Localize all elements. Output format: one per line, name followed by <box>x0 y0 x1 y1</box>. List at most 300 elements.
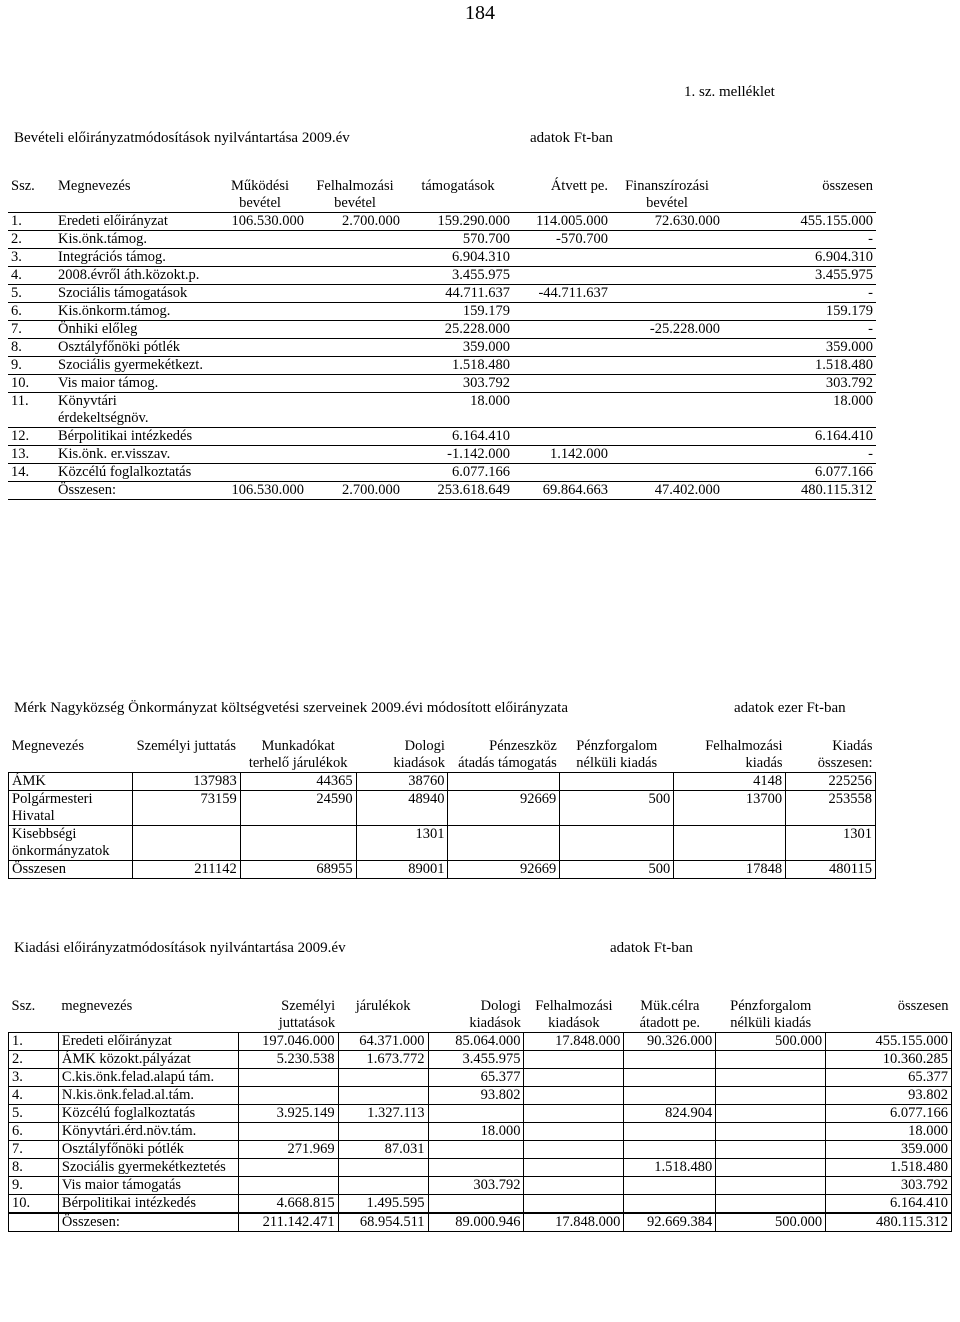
table-cell: 18.000 <box>403 393 513 428</box>
table-cell: 303.792 <box>723 375 876 393</box>
table-cell: 14. <box>8 464 55 482</box>
table-cell: 211142 <box>132 861 240 879</box>
table-cell <box>338 1177 428 1195</box>
table-cell <box>716 1105 826 1123</box>
table-cell <box>213 285 307 303</box>
table-cell: 18.000 <box>723 393 876 428</box>
table-cell <box>238 1087 338 1105</box>
table-cell: Kis.önkorm.támog. <box>55 303 213 321</box>
table-cell <box>213 303 307 321</box>
expenditure-table <box>8 998 952 1232</box>
table-cell: 7. <box>9 1141 59 1159</box>
table-cell <box>624 1087 716 1105</box>
table-cell: 72.630.000 <box>611 213 723 231</box>
table-cell: 2.700.000 <box>307 213 403 231</box>
table-cell <box>560 773 674 791</box>
table-row <box>8 213 876 231</box>
table-cell <box>428 1159 524 1177</box>
table-cell: 1301 <box>356 826 448 861</box>
table-cell <box>307 357 403 375</box>
table-cell: 90.326.000 <box>624 1033 716 1051</box>
table-cell: 3.455.975 <box>723 267 876 285</box>
table-cell: 1.518.480 <box>826 1159 952 1177</box>
table-cell: 68.954.511 <box>338 1214 428 1232</box>
page-number: 184 <box>465 2 495 24</box>
table-cell: 17.848.000 <box>524 1033 624 1051</box>
table-cell <box>611 303 723 321</box>
table-cell: 1.518.480 <box>403 357 513 375</box>
table-cell: -25.228.000 <box>611 321 723 339</box>
table-cell <box>213 357 307 375</box>
table-cell: 48940 <box>356 791 448 826</box>
table-cell: 1.142.000 <box>513 446 611 464</box>
table-cell <box>624 1195 716 1213</box>
column-header: Megnevezés <box>55 178 213 213</box>
table-cell <box>307 321 403 339</box>
table-cell: 303.792 <box>826 1177 952 1195</box>
table-cell <box>611 285 723 303</box>
table-cell: 65.377 <box>428 1069 524 1087</box>
table-cell: 359.000 <box>723 339 876 357</box>
section1-title: Bevételi előirányzatmódosítások nyilvántartása 2009.év <box>14 130 350 146</box>
table-row <box>8 393 876 428</box>
table-cell <box>524 1105 624 1123</box>
table-cell: 89.000.946 <box>428 1214 524 1232</box>
column-header: összesen <box>826 998 952 1033</box>
table-cell: 2. <box>9 1051 59 1069</box>
table-cell: 455.155.000 <box>826 1033 952 1051</box>
table-cell <box>513 375 611 393</box>
column-header: Pénzforgalom nélküli kiadás <box>560 738 674 773</box>
column-header: járulékok <box>338 998 428 1033</box>
table-cell: 159.179 <box>723 303 876 321</box>
table-cell: 2.700.000 <box>307 482 403 500</box>
table-cell <box>624 1123 716 1141</box>
table-cell: 6. <box>8 303 55 321</box>
section2-unit: adatok ezer Ft-ban <box>734 700 846 716</box>
table-cell <box>624 1069 716 1087</box>
table-cell: 92669 <box>448 861 560 879</box>
table-cell: 500.000 <box>716 1033 826 1051</box>
table-row <box>8 482 876 500</box>
table-row <box>9 791 876 826</box>
table-cell: 253.618.649 <box>403 482 513 500</box>
table-cell <box>513 303 611 321</box>
table-cell: 5.230.538 <box>238 1051 338 1069</box>
table-cell: 4148 <box>674 773 786 791</box>
table-row <box>8 428 876 446</box>
table-cell: Könyvtári érdekeltségnöv. <box>55 393 213 428</box>
table-cell: Összesen: <box>58 1214 238 1232</box>
table-cell: 10. <box>9 1195 59 1213</box>
table-cell: 47.402.000 <box>611 482 723 500</box>
column-header: Kiadás összesen: <box>786 738 876 773</box>
table-cell: 4. <box>9 1087 59 1105</box>
column-header: Személyi juttatás <box>132 738 240 773</box>
table-cell: 359.000 <box>403 339 513 357</box>
column-header: Mük.célra átadott pe. <box>624 998 716 1033</box>
table-cell: 68955 <box>240 861 356 879</box>
table-cell: 225256 <box>786 773 876 791</box>
table-cell: 9. <box>8 357 55 375</box>
table-cell: 6.904.310 <box>403 249 513 267</box>
table-cell: Kisebbségi önkormányzatok <box>9 826 133 861</box>
table-cell: 9. <box>9 1177 59 1195</box>
table-cell: 1301 <box>786 826 876 861</box>
table-cell <box>611 249 723 267</box>
table-cell <box>307 303 403 321</box>
table-cell: 73159 <box>132 791 240 826</box>
table-cell <box>307 375 403 393</box>
column-header: Felhalmozási kiadás <box>674 738 786 773</box>
table-cell: 480115 <box>786 861 876 879</box>
table-cell <box>524 1051 624 1069</box>
table-row <box>9 826 876 861</box>
table-cell <box>716 1087 826 1105</box>
table-cell: 4. <box>8 267 55 285</box>
table-cell <box>213 321 307 339</box>
table-cell: 6.077.166 <box>723 464 876 482</box>
table-row <box>8 339 876 357</box>
table-cell: -570.700 <box>513 231 611 249</box>
table-cell <box>338 1123 428 1141</box>
table-cell: 137983 <box>132 773 240 791</box>
table-cell <box>307 393 403 428</box>
table-cell: 500 <box>560 861 674 879</box>
table-cell: 93.802 <box>826 1087 952 1105</box>
table-row <box>9 773 876 791</box>
column-header: Felhalmozási bevétel <box>307 178 403 213</box>
column-header: Finanszírozási bevétel <box>611 178 723 213</box>
table-cell: 3. <box>8 249 55 267</box>
table-cell <box>513 321 611 339</box>
table-cell: 13. <box>8 446 55 464</box>
table-cell <box>213 339 307 357</box>
table-cell: 3.455.975 <box>428 1051 524 1069</box>
section2-title: Mérk Nagyközség Önkormányzat költségvetési szerveinek 2009.évi módosított előirányzata <box>14 700 569 716</box>
table-cell: -1.142.000 <box>403 446 513 464</box>
column-header: Személyi juttatások <box>238 998 338 1033</box>
table-cell: 7. <box>8 321 55 339</box>
table-cell: 38760 <box>356 773 448 791</box>
table-cell <box>213 249 307 267</box>
column-header: Felhalmozási kiadások <box>524 998 624 1033</box>
table-header-row <box>8 178 876 213</box>
column-header: megnevezés <box>58 998 238 1033</box>
table-cell <box>611 446 723 464</box>
table-cell: 25.228.000 <box>403 321 513 339</box>
table-cell: 455.155.000 <box>723 213 876 231</box>
section1-unit: adatok Ft-ban <box>530 130 613 146</box>
table-cell <box>611 357 723 375</box>
table-cell: - <box>723 231 876 249</box>
table-row <box>9 1105 952 1123</box>
table-row <box>9 1033 952 1051</box>
table-header-row <box>9 998 952 1033</box>
table-cell: 159.179 <box>403 303 513 321</box>
table-cell: - <box>723 285 876 303</box>
table-cell: 44365 <box>240 773 356 791</box>
table-cell <box>513 393 611 428</box>
table-cell <box>513 428 611 446</box>
table-cell: Összesen: <box>55 482 213 500</box>
table-row <box>9 1214 952 1232</box>
table-cell: 24590 <box>240 791 356 826</box>
table-cell: 480.115.312 <box>723 482 876 500</box>
table-cell: 1.327.113 <box>338 1105 428 1123</box>
column-header: Pénzeszköz átadás támogatás <box>448 738 560 773</box>
table-cell <box>213 393 307 428</box>
table-cell: Osztályfőnöki pótlék <box>55 339 213 357</box>
table-cell <box>213 375 307 393</box>
table-cell: 106.530.000 <box>213 213 307 231</box>
table-cell: 93.802 <box>428 1087 524 1105</box>
table-header-row <box>9 738 876 773</box>
table-cell <box>307 339 403 357</box>
table-cell: Önhiki előleg <box>55 321 213 339</box>
table-cell: Vis maior támog. <box>55 375 213 393</box>
table-cell <box>307 428 403 446</box>
table-cell: 6.077.166 <box>826 1105 952 1123</box>
table-cell: 5. <box>9 1105 59 1123</box>
table-cell <box>611 231 723 249</box>
table-cell: 4.668.815 <box>238 1195 338 1213</box>
table-cell <box>9 1214 59 1232</box>
table-cell: 5. <box>8 285 55 303</box>
table-cell: 500 <box>560 791 674 826</box>
table-cell: ÁMK <box>9 773 133 791</box>
table-row <box>8 249 876 267</box>
table-cell: 12. <box>8 428 55 446</box>
table-cell <box>611 267 723 285</box>
table-cell <box>338 1159 428 1177</box>
table-cell: 570.700 <box>403 231 513 249</box>
table-cell: 13700 <box>674 791 786 826</box>
table-cell: 18.000 <box>826 1123 952 1141</box>
table-cell: 1. <box>9 1033 59 1051</box>
table-cell: - <box>723 321 876 339</box>
table-cell: Osztályfőnöki pótlék <box>58 1141 238 1159</box>
table-cell: 44.711.637 <box>403 285 513 303</box>
column-header: Munkadókat terhelő járulékok <box>240 738 356 773</box>
table-cell <box>238 1123 338 1141</box>
table-cell: 3. <box>9 1069 59 1087</box>
table-row <box>8 321 876 339</box>
table-row <box>9 1177 952 1195</box>
table-cell: 6.904.310 <box>723 249 876 267</box>
table-row <box>8 231 876 249</box>
table-cell <box>524 1123 624 1141</box>
annex-label: 1. sz. melléklet <box>684 84 775 100</box>
table-row <box>9 1069 952 1087</box>
table-cell <box>674 826 786 861</box>
section3-title: Kiadási előirányzatmódosítások nyilvántartása 2009.év <box>14 940 346 956</box>
table-cell: Szociális támogatások <box>55 285 213 303</box>
table-cell: 1.518.480 <box>624 1159 716 1177</box>
table-cell <box>428 1195 524 1213</box>
table-cell <box>524 1195 624 1213</box>
table-cell: 1.495.595 <box>338 1195 428 1213</box>
column-header: támogatások <box>403 178 513 213</box>
table-cell <box>448 826 560 861</box>
table-cell <box>338 1069 428 1087</box>
table-cell: Bérpolitikai intézkedés <box>55 428 213 446</box>
table-cell <box>213 267 307 285</box>
table-row <box>8 446 876 464</box>
table-cell <box>624 1141 716 1159</box>
table-cell: 3.455.975 <box>403 267 513 285</box>
table-cell <box>716 1141 826 1159</box>
table-cell: 106.530.000 <box>213 482 307 500</box>
table-cell <box>624 1177 716 1195</box>
table-cell <box>524 1069 624 1087</box>
section3-unit: adatok Ft-ban <box>610 940 693 956</box>
table-cell <box>716 1051 826 1069</box>
table-row <box>9 1123 952 1141</box>
table-cell <box>560 826 674 861</box>
table-cell: Összesen <box>9 861 133 879</box>
table-cell: Kis.önk. er.visszav. <box>55 446 213 464</box>
table-cell: 824.904 <box>624 1105 716 1123</box>
table-cell: 114.005.000 <box>513 213 611 231</box>
table-row <box>8 303 876 321</box>
column-header: Ssz. <box>8 178 55 213</box>
table-cell <box>513 249 611 267</box>
table-cell: 11. <box>8 393 55 428</box>
table-cell: 303.792 <box>403 375 513 393</box>
table-cell <box>716 1195 826 1213</box>
table-cell: 87.031 <box>338 1141 428 1159</box>
table-cell <box>428 1141 524 1159</box>
column-header: Ssz. <box>9 998 59 1033</box>
table-cell: 197.046.000 <box>238 1033 338 1051</box>
table-cell: 2. <box>8 231 55 249</box>
table-cell: 1.518.480 <box>723 357 876 375</box>
table-cell: 480.115.312 <box>826 1214 952 1232</box>
table-cell <box>238 1159 338 1177</box>
column-header: Dologi kiadások <box>428 998 524 1033</box>
table-row <box>9 861 876 879</box>
table-cell: 159.290.000 <box>403 213 513 231</box>
table-cell <box>238 1177 338 1195</box>
column-header: Megnevezés <box>9 738 133 773</box>
table-cell: 6.164.410 <box>403 428 513 446</box>
table-cell: Szociális gyermekétkezt. <box>55 357 213 375</box>
table-cell <box>213 428 307 446</box>
table-cell <box>611 464 723 482</box>
table-cell: 17.848.000 <box>524 1214 624 1232</box>
column-header: Átvett pe. <box>513 178 611 213</box>
table-cell: Integrációs támog. <box>55 249 213 267</box>
table-cell <box>524 1159 624 1177</box>
table-cell: 92.669.384 <box>624 1214 716 1232</box>
table-cell: 92669 <box>448 791 560 826</box>
table-cell: 211.142.471 <box>238 1214 338 1232</box>
column-header: Működési bevétel <box>213 178 307 213</box>
table-cell: 6.077.166 <box>403 464 513 482</box>
table-row <box>8 375 876 393</box>
table-cell: 65.377 <box>826 1069 952 1087</box>
table-cell: Polgármesteri Hivatal <box>9 791 133 826</box>
table-cell: 8. <box>8 339 55 357</box>
table-cell: 10.360.285 <box>826 1051 952 1069</box>
table-cell: 303.792 <box>428 1177 524 1195</box>
table-cell: 3.925.149 <box>238 1105 338 1123</box>
table-cell <box>213 446 307 464</box>
table-cell <box>213 231 307 249</box>
table-cell: Közcélú foglalkoztatás <box>55 464 213 482</box>
table-cell: Eredeti előirányzat <box>55 213 213 231</box>
table-cell <box>307 267 403 285</box>
table-cell: 271.969 <box>238 1141 338 1159</box>
table-row <box>9 1195 952 1213</box>
table-cell <box>240 826 356 861</box>
table-cell: 253558 <box>786 791 876 826</box>
table-cell: N.kis.önk.felad.al.tám. <box>58 1087 238 1105</box>
table-cell: C.kis.önk.felad.alapú tám. <box>58 1069 238 1087</box>
table-cell <box>448 773 560 791</box>
table-cell <box>428 1105 524 1123</box>
table-row <box>9 1087 952 1105</box>
table-cell: Szociális gyermekétkeztetés <box>58 1159 238 1177</box>
table-cell: 359.000 <box>826 1141 952 1159</box>
table-cell: 500.000 <box>716 1214 826 1232</box>
table-cell <box>238 1069 338 1087</box>
table-cell <box>338 1087 428 1105</box>
table-cell: 6.164.410 <box>723 428 876 446</box>
table-cell: Könyvtári.érd.növ.tám. <box>58 1123 238 1141</box>
table-cell <box>716 1069 826 1087</box>
table-cell: 64.371.000 <box>338 1033 428 1051</box>
table-cell: Bérpolitikai intézkedés <box>58 1195 238 1213</box>
table-cell: 6. <box>9 1123 59 1141</box>
table-cell <box>513 339 611 357</box>
table-cell <box>307 446 403 464</box>
table-row <box>9 1051 952 1069</box>
table-cell <box>132 826 240 861</box>
table-cell <box>524 1087 624 1105</box>
table-cell: Közcélú foglalkoztatás <box>58 1105 238 1123</box>
table-cell <box>716 1177 826 1195</box>
table-cell: Eredeti előirányzat <box>58 1033 238 1051</box>
institutions-table <box>8 738 876 879</box>
table-row <box>8 464 876 482</box>
column-header: összesen <box>723 178 876 213</box>
table-row <box>9 1159 952 1177</box>
table-cell: 89001 <box>356 861 448 879</box>
table-cell: 18.000 <box>428 1123 524 1141</box>
table-cell <box>513 357 611 375</box>
table-cell: - <box>723 446 876 464</box>
table-cell <box>513 464 611 482</box>
table-cell <box>307 231 403 249</box>
table-row <box>9 1141 952 1159</box>
table-cell <box>307 285 403 303</box>
table-cell <box>524 1177 624 1195</box>
column-header: Pénzforgalom nélküli kiadás <box>716 998 826 1033</box>
table-cell: Vis maior támogatás <box>58 1177 238 1195</box>
table-cell: 85.064.000 <box>428 1033 524 1051</box>
table-cell <box>8 482 55 500</box>
table-cell <box>611 428 723 446</box>
table-cell <box>611 339 723 357</box>
table-cell: 1. <box>8 213 55 231</box>
table-cell: 2008.évről áth.közokt.p. <box>55 267 213 285</box>
table-cell: ÁMK közokt.pályázat <box>58 1051 238 1069</box>
table-cell: Kis.önk.támog. <box>55 231 213 249</box>
table-row <box>8 357 876 375</box>
table-cell <box>611 393 723 428</box>
